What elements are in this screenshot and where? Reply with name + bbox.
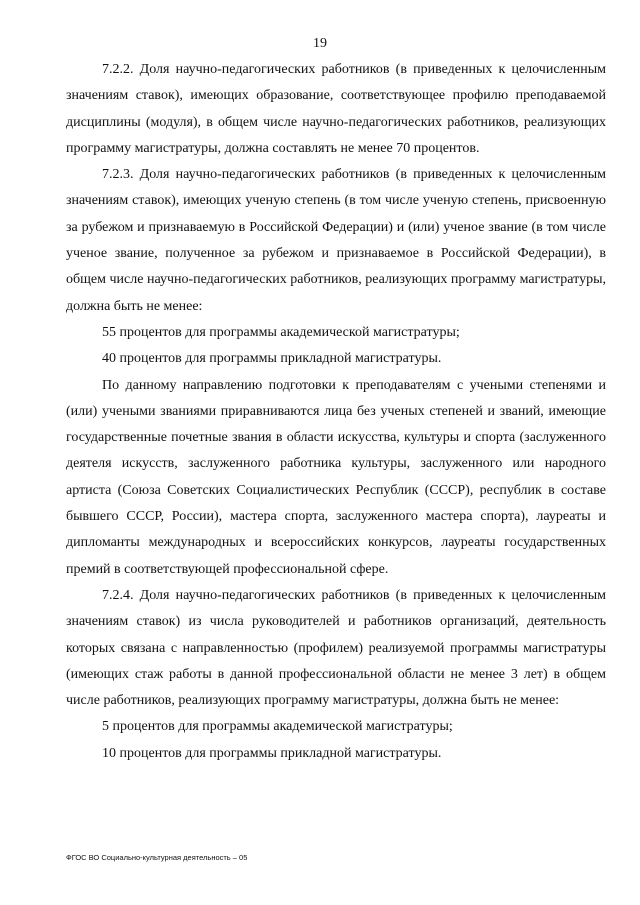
document-body — [66, 57, 606, 767]
paragraph-honorary-titles: По данному направлению подготовки к преподавателям с учеными степенями и (или) учеными званиями приравниваются лица без ученых степеней и званий, имеющие государственные почетные звания в области искусства, культуры и спорта (заслуженного деятеля искусств, заслуженного работника культуры, заслуженного или народного артиста (Союза Советских Социалистических Республик (СССР), республик в составе бывшего СССР, России), мастера спорта, заслуженного мастера спорта), лауреаты и дипломанты международных и всероссийских конкурсов, лауреаты государственных премий в соответствующей профессиональной сфере. — [66, 377, 606, 577]
paragraph-applied-10: 10 процентов для программы прикладной магистратуры. — [102, 745, 442, 761]
paragraph-7-2-4: 7.2.4. Доля научно-педагогических работников (в приведенных к целочисленным значениям ставок) из числа руководителей и работников организаций, деятельность которых связана с направленностью (профилем) реализуемой программы магистратуры (имеющих стаж работы в данной профессиональной области не менее 3 лет) в общем числе работников, реализующих программу магистратуры, должна быть не менее: — [66, 587, 606, 709]
paragraph-7-2-3: 7.2.3. Доля научно-педагогических работников (в приведенных к целочисленным значениям ставок), имеющих ученую степень (в том числе ученую степень, присвоенную за рубежом и признаваемую в Российской Федерации) и (или) ученое звание (в том числе ученое звание, полученное за рубежом и признаваемое в Российской Федерации), в общем числе научно-педагогических работников, реализующих программу магистратуры, должна быть не менее: — [66, 167, 606, 314]
document-footer: ФГОС ВО Социально-культурная деятельность – 05 — [66, 853, 248, 862]
paragraph-academic-5: 5 процентов для программы академической магистратуры; — [102, 719, 453, 735]
paragraph-academic-55: 55 процентов для программы академической магистратуры; — [102, 324, 460, 340]
paragraph-applied-40: 40 процентов для программы прикладной магистратуры. — [102, 351, 442, 367]
page-number: 19 — [313, 36, 327, 51]
paragraph-7-2-2: 7.2.2. Доля научно-педагогических работников (в приведенных к целочисленным значениям ставок), имеющих образование, соответствующее профилю преподаваемой дисциплины (модуля), в общем числе научно-педагогических работников, реализующих программу магистратуры, должна составлять не менее 70 процентов. — [66, 62, 606, 156]
